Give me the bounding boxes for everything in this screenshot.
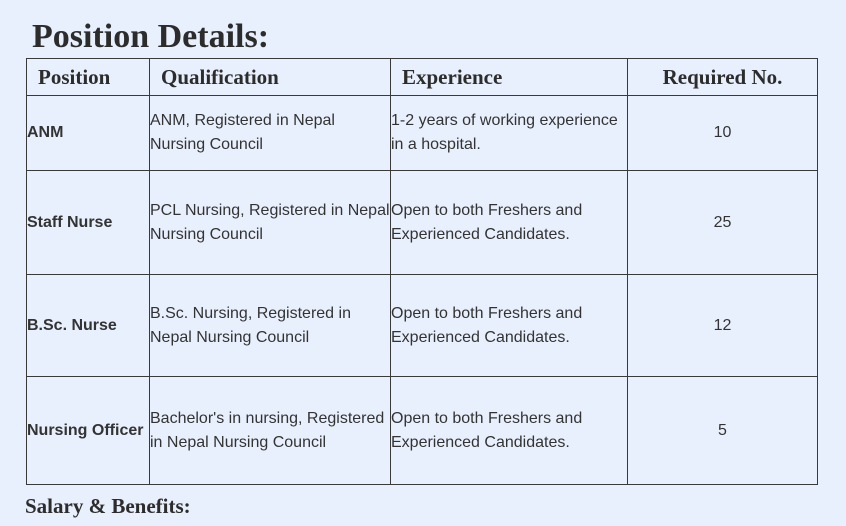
page-title: Position Details: bbox=[32, 18, 270, 55]
position-cell: Nursing Officer bbox=[27, 377, 150, 485]
header-qualification: Qualification bbox=[150, 59, 391, 96]
table-row bbox=[27, 275, 818, 377]
qualification-cell: PCL Nursing, Registered in Nepal Nursing Council bbox=[150, 171, 391, 275]
position-cell: B.Sc. Nurse bbox=[27, 275, 150, 377]
header-position: Position bbox=[27, 59, 150, 96]
position-details-table bbox=[26, 58, 818, 485]
salary-benefits-heading: Salary & Benefits: bbox=[25, 494, 191, 518]
table-row bbox=[27, 377, 818, 485]
experience-cell: Open to both Freshers and Experienced Candidates. bbox=[391, 275, 628, 377]
table-row bbox=[27, 96, 818, 171]
header-required-no: Required No. bbox=[628, 59, 818, 96]
position-cell: Staff Nurse bbox=[27, 171, 150, 275]
experience-cell: 1-2 years of working experience in a hospital. bbox=[391, 96, 628, 171]
table-row bbox=[27, 171, 818, 275]
table-header-row bbox=[27, 59, 818, 96]
required-count-cell: 10 bbox=[628, 96, 818, 171]
qualification-cell: Bachelor's in nursing, Registered in Nepal Nursing Council bbox=[150, 377, 391, 485]
position-cell: ANM bbox=[27, 96, 150, 171]
experience-cell: Open to both Freshers and Experienced Candidates. bbox=[391, 171, 628, 275]
experience-cell: Open to both Freshers and Experienced Candidates. bbox=[391, 377, 628, 485]
header-experience: Experience bbox=[391, 59, 628, 96]
required-count-cell: 25 bbox=[628, 171, 818, 275]
required-count-cell: 12 bbox=[628, 275, 818, 377]
required-count-cell: 5 bbox=[628, 377, 818, 485]
qualification-cell: ANM, Registered in Nepal Nursing Council bbox=[150, 96, 391, 171]
qualification-cell: B.Sc. Nursing, Registered in Nepal Nursing Council bbox=[150, 275, 391, 377]
